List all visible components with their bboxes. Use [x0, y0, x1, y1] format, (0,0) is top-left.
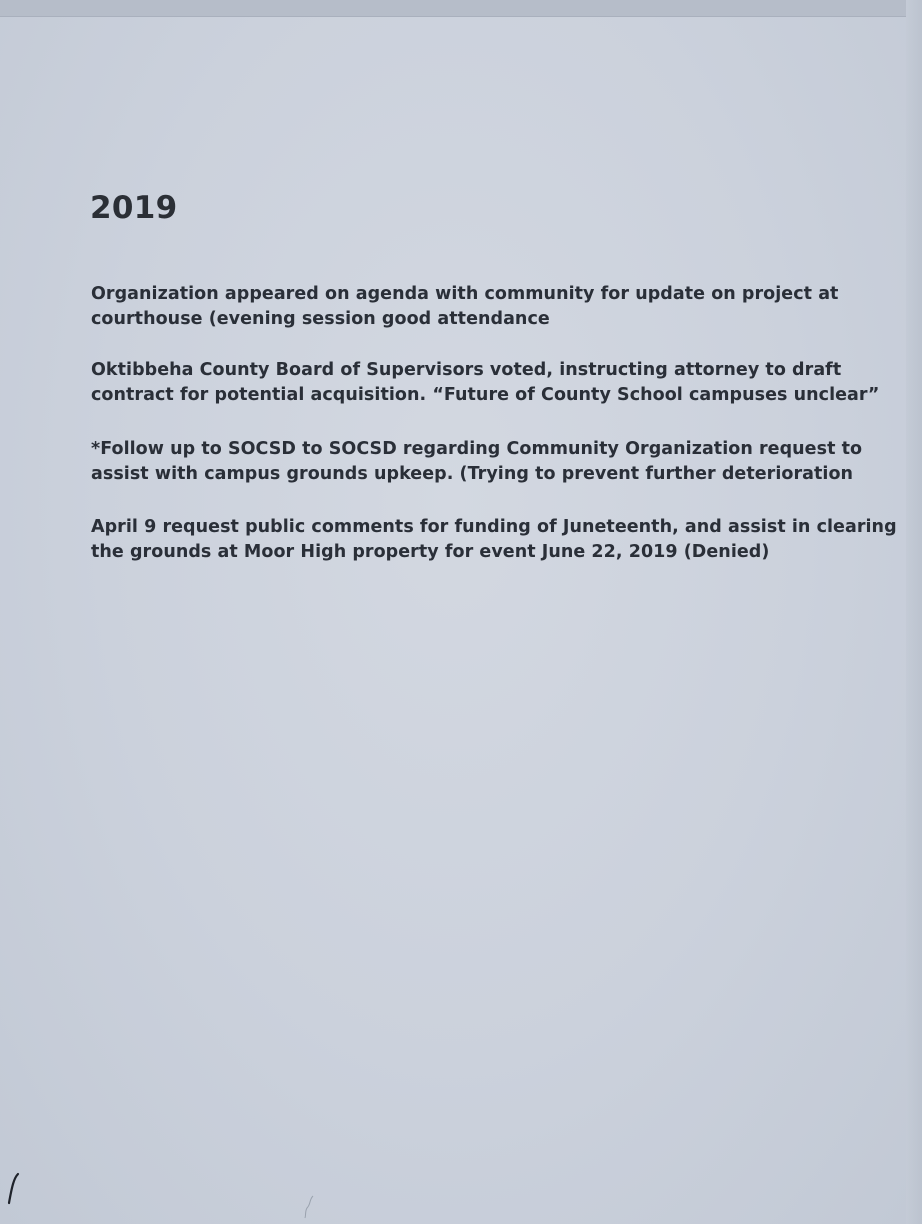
- entry-line: April 9 request public comments for funding of Juneteenth, and assist in clearing: [91, 517, 897, 537]
- entry-juneteenth-request: [91, 515, 897, 565]
- entry-line: assist with campus grounds upkeep. (Trying to prevent further deterioration: [91, 464, 854, 484]
- entry-line: *Follow up to SOCSD to SOCSD regarding Community Organization request to: [91, 439, 863, 459]
- page-top-edge: [0, 0, 906, 17]
- entry-board-vote: [91, 358, 880, 408]
- entry-socsd-follow-up: [91, 437, 863, 487]
- scuff-mark-icon: [303, 1194, 315, 1220]
- page-right-edge: [906, 0, 922, 1224]
- entry-line: the grounds at Moor High property for event June 22, 2019 (Denied): [91, 542, 770, 562]
- entry-courthouse-update: [91, 282, 851, 332]
- entry-line: courthouse (evening session good attendance: [91, 309, 550, 329]
- entry-line: contract for potential acquisition. “Future of County School campuses unclear”: [91, 385, 880, 405]
- entry-line: Oktibbeha County Board of Supervisors voted, instructing attorney to draft: [91, 360, 842, 380]
- entry-line: Organization appeared on agenda with community for update on project at: [91, 284, 839, 304]
- pen-mark-icon: [6, 1172, 20, 1206]
- year-heading: 2019: [90, 190, 178, 226]
